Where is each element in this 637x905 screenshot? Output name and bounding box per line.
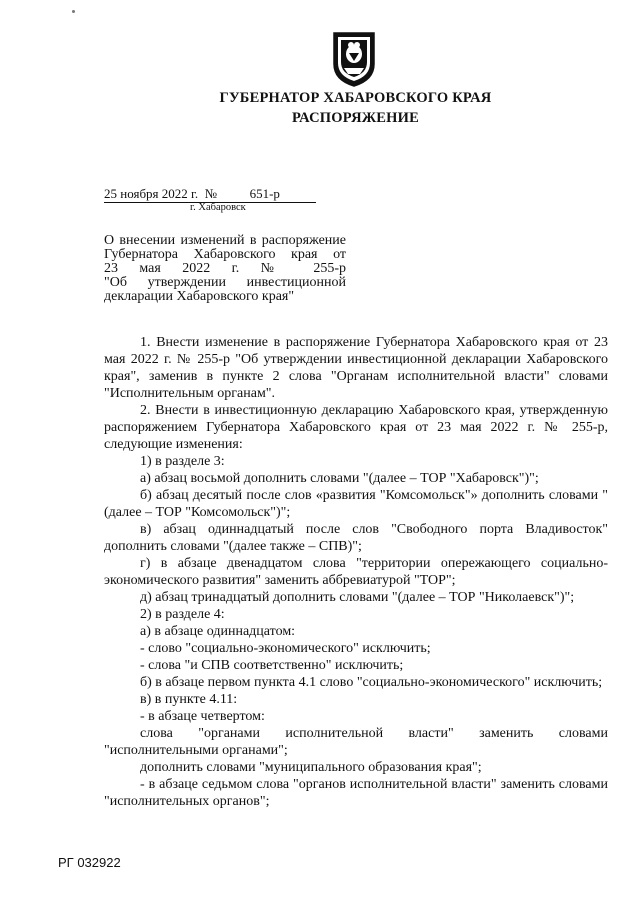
number-field xyxy=(205,186,316,203)
body-paragraph: а) в абзаце одиннадцатом: xyxy=(140,624,296,639)
coat-of-arms-icon xyxy=(330,30,378,88)
body-paragraph: а) абзац восьмой дополнить словами "(далее – ТОР "Хабаровск")"; xyxy=(140,471,539,486)
subject-line: 23 мая 2022 г. № 255-р xyxy=(104,261,346,276)
number-sign: № xyxy=(204,186,218,201)
document-date: 25 ноября 2022 г. xyxy=(104,186,205,203)
document-subject xyxy=(104,234,346,304)
body-paragraph: - в абзаце седьмом слова "органов исполнительной власти" заменить словами "исполнительных органов"; xyxy=(104,777,608,809)
body-paragraph: 2. Внести в инвестиционную декларацию Хабаровского края, утвержденную распоряжением Губернатора Хабаровского края от 23 мая 2022 г. № 255-р, следующие изменения: xyxy=(104,403,608,452)
document-type: РАСПОРЯЖЕНИЕ xyxy=(291,110,420,126)
body-paragraph: 1) в разделе 3: xyxy=(140,454,225,469)
body-paragraph: б) в абзаце первом пункта 4.1 слово "социально-экономического" исключить; xyxy=(140,675,603,690)
document-date-number xyxy=(104,186,316,203)
body-paragraph: - в абзаце четвертом: xyxy=(140,709,265,724)
subject-line: О внесении изменений в распоряжение xyxy=(104,233,346,248)
body-paragraph: д) абзац тринадцатый дополнить словами "(далее – ТОР "Николаевск")"; xyxy=(140,590,575,605)
body-paragraph: 1. Внести изменение в распоряжение Губернатора Хабаровского края от 23 мая 2022 г. № 255-р "Об утверждении инвестиционной декларации Хабаровского края", заменив в пункте 2 слова "Органам исполнительной власти" словами "Исполнительным органам". xyxy=(104,335,608,401)
body-paragraph: г) в абзаце двенадцатом слова "территории опережающего социально-экономического развития" заменить аббревиатурой "ТОР"; xyxy=(104,556,608,588)
body-paragraph: 2) в разделе 4: xyxy=(140,607,225,622)
body-paragraph: дополнить словами "муниципального образования края"; xyxy=(140,760,482,775)
issuer-title: ГУБЕРНАТОР ХАБАРОВСКОГО КРАЯ xyxy=(219,90,492,106)
body-paragraph: - слова "и СПВ соответственно" исключить; xyxy=(140,658,404,673)
body-paragraph: слова "органами исполнительной власти" заменить словами "исполнительными органами"; xyxy=(104,726,608,758)
document-body xyxy=(104,334,608,810)
form-serial-number: РГ 032922 xyxy=(58,855,121,870)
subject-line: декларации Хабаровского края" xyxy=(104,289,295,304)
document-number: 651-р xyxy=(249,186,280,201)
body-paragraph: в) абзац одиннадцатый после слов "Свободного порта Владивосток" дополнить словами "(далее также – СПВ)"; xyxy=(104,522,608,554)
scan-speck xyxy=(72,10,75,13)
body-paragraph: в) в пункте 4.11: xyxy=(140,692,238,707)
subject-line: Губернатора Хабаровского края от xyxy=(104,247,346,262)
subject-line: "Об утверждении инвестиционной xyxy=(104,275,346,290)
body-paragraph: - слово "социально-экономического" исключить; xyxy=(140,641,431,656)
body-paragraph: б) абзац десятый после слов «развития "Комсомольск"» дополнить словами "(далее – ТОР "Комсомольск")"; xyxy=(104,488,608,520)
document-city: г. Хабаровск xyxy=(190,202,246,213)
